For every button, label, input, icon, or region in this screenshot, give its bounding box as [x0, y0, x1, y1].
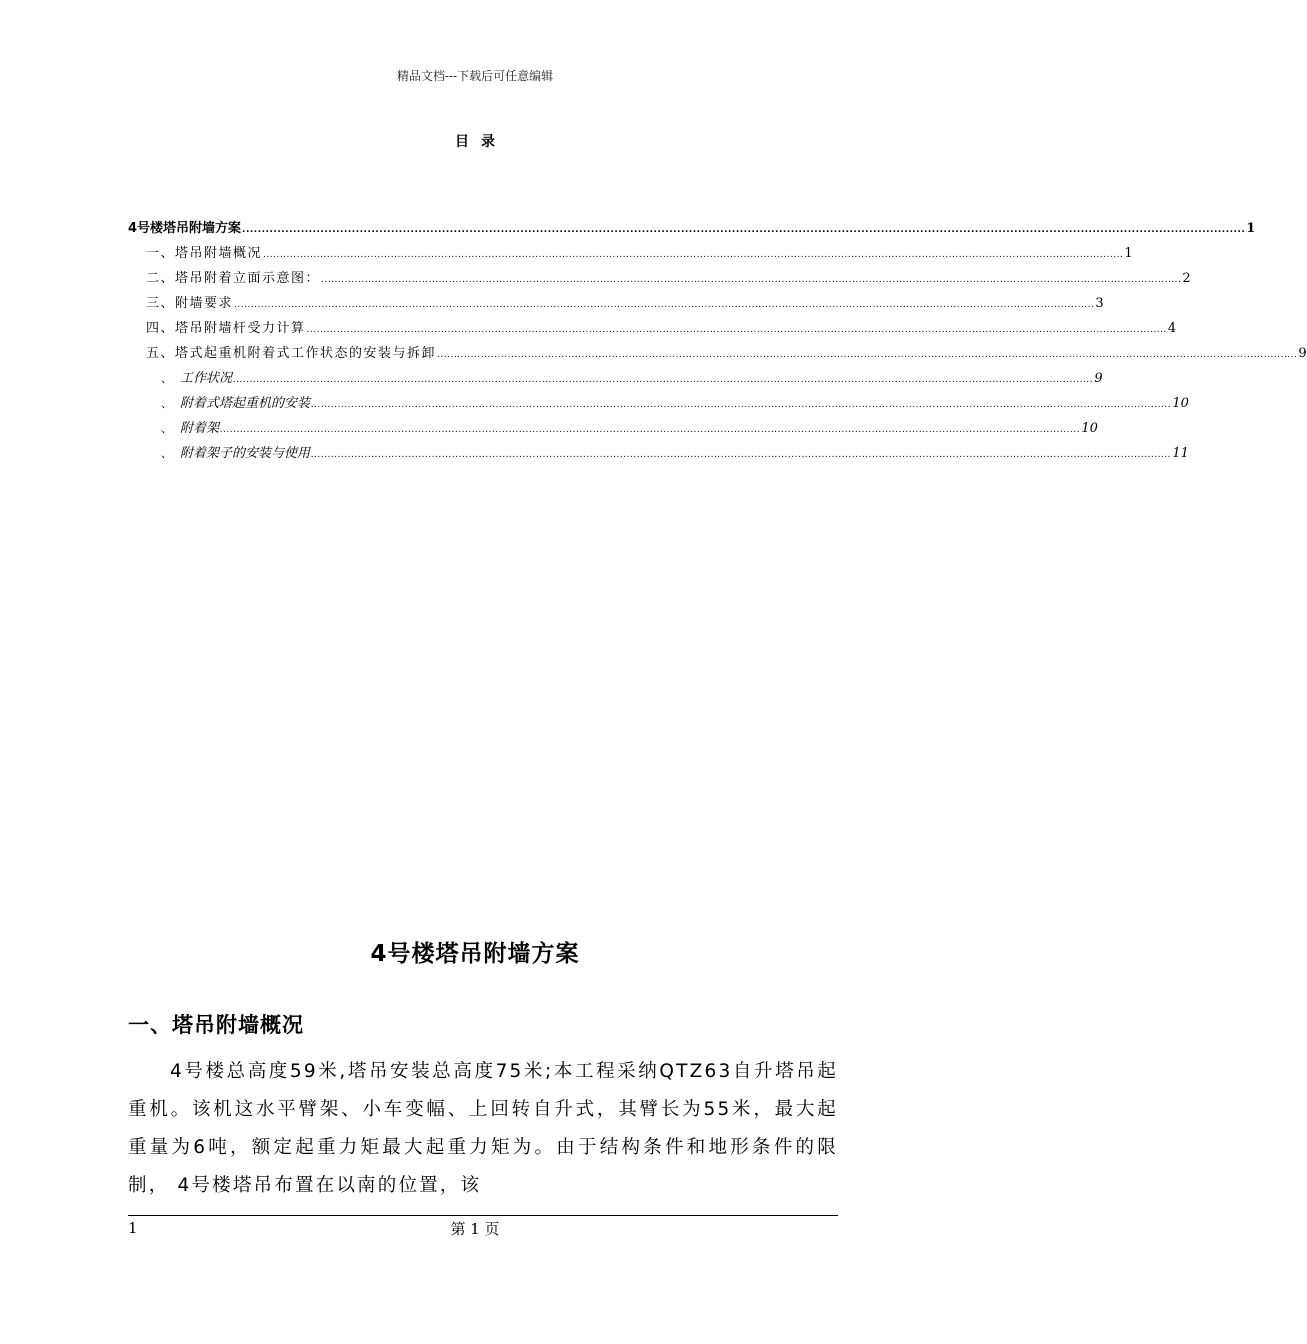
toc-entry-page: 4 [1167, 321, 1177, 336]
toc-entry-label: 4号楼塔吊附墙方案 [128, 221, 242, 236]
document-title: 4号楼塔吊附墙方案 [370, 941, 580, 967]
toc-entry[interactable] [128, 362, 1103, 387]
toc-entry[interactable] [128, 312, 1177, 337]
toc-leader-dots: ................................................................................................................................................................................................................................................................ [242, 225, 1246, 235]
toc-entry-label: 二、塔吊附着立面示意图： [146, 271, 321, 286]
toc-leader-dots: ................................................................................................................................................................................................................................................................ [263, 250, 1124, 260]
section-heading: 一、塔吊附墙概况 [128, 1013, 304, 1037]
toc-leader-dots: ................................................................................................................................................................................................................................................................ [437, 350, 1298, 360]
toc-leader-dots: ................................................................................................................................................................................................................................................................ [321, 275, 1182, 285]
toc-entry-label: 工作状况 [180, 371, 233, 386]
toc-entry-bullet: 、 [161, 447, 172, 460]
toc-entry-label: 附着架 [180, 421, 220, 436]
toc-leader-dots: ................................................................................................................................................................................................................................................................ [311, 400, 1172, 410]
toc-entry-label: 四、塔吊附墙杆受力计算 [146, 321, 306, 336]
toc-entry-page: 3 [1095, 296, 1104, 311]
toc-leader-dots: ................................................................................................................................................................................................................................................................ [306, 325, 1167, 335]
toc-entry-bullet: 、 [161, 422, 172, 435]
toc-entry-label: 三、附墙要求 [146, 296, 234, 311]
toc-entry-bullet: 、 [161, 372, 172, 385]
toc-entry-page: 9 [1298, 346, 1307, 361]
toc-entry-label: 附着式塔起重机的安装 [180, 396, 311, 411]
toc-entry-label: 五、塔式起重机附着式工作状态的安装与拆卸 [146, 346, 437, 361]
toc-entry[interactable] [128, 412, 1098, 437]
toc-entry[interactable] [128, 212, 1256, 237]
toc-entry[interactable] [128, 337, 1307, 362]
toc-entry-page: 2 [1182, 271, 1191, 286]
toc-title: 目录 [455, 134, 507, 150]
toc-entry-page: 11 [1172, 446, 1189, 461]
toc-leader-dots: ................................................................................................................................................................................................................................................................ [311, 450, 1172, 460]
toc-entry-bullet: 、 [161, 397, 172, 410]
footer-divider [128, 1215, 838, 1216]
table-of-contents [128, 212, 1307, 462]
toc-entry-page: 10 [1081, 421, 1098, 436]
toc-entry-page: 10 [1172, 396, 1189, 411]
toc-leader-dots: ................................................................................................................................................................................................................................................................ [234, 300, 1095, 310]
toc-entry[interactable] [128, 387, 1189, 412]
toc-entry-page: 9 [1094, 371, 1103, 386]
footer-number: 1 [128, 1219, 138, 1237]
toc-entry-label: 一、塔吊附墙概况 [146, 246, 263, 261]
body-paragraph: 4号楼总高度59米,塔吊安装总高度75米;本工程采纳QTZ63自升塔吊起重机。该机这水平臂架、小车变幅、上回转自升式，其臂长为55米，最大起重量为6吨，额定起重力矩最大起重力矩为。由于结构条件和地形条件的限制， 4号楼塔吊布置在以南的位置，该 [128, 1061, 838, 1196]
toc-entry-page: 1 [1124, 246, 1133, 261]
toc-entry[interactable] [128, 237, 1133, 262]
toc-leader-dots: ................................................................................................................................................................................................................................................................ [233, 375, 1094, 385]
toc-entry[interactable] [128, 437, 1189, 462]
header-watermark: 精品文档---下载后可任意编辑 [396, 69, 554, 83]
toc-entry-page: 1 [1246, 221, 1256, 236]
footer-page-label: 第 1 页 [450, 1220, 500, 1238]
toc-leader-dots: ................................................................................................................................................................................................................................................................ [220, 425, 1081, 435]
toc-entry[interactable] [128, 262, 1191, 287]
toc-entry[interactable] [128, 287, 1104, 312]
toc-entry-label: 附着架子的安装与使用 [180, 446, 311, 461]
